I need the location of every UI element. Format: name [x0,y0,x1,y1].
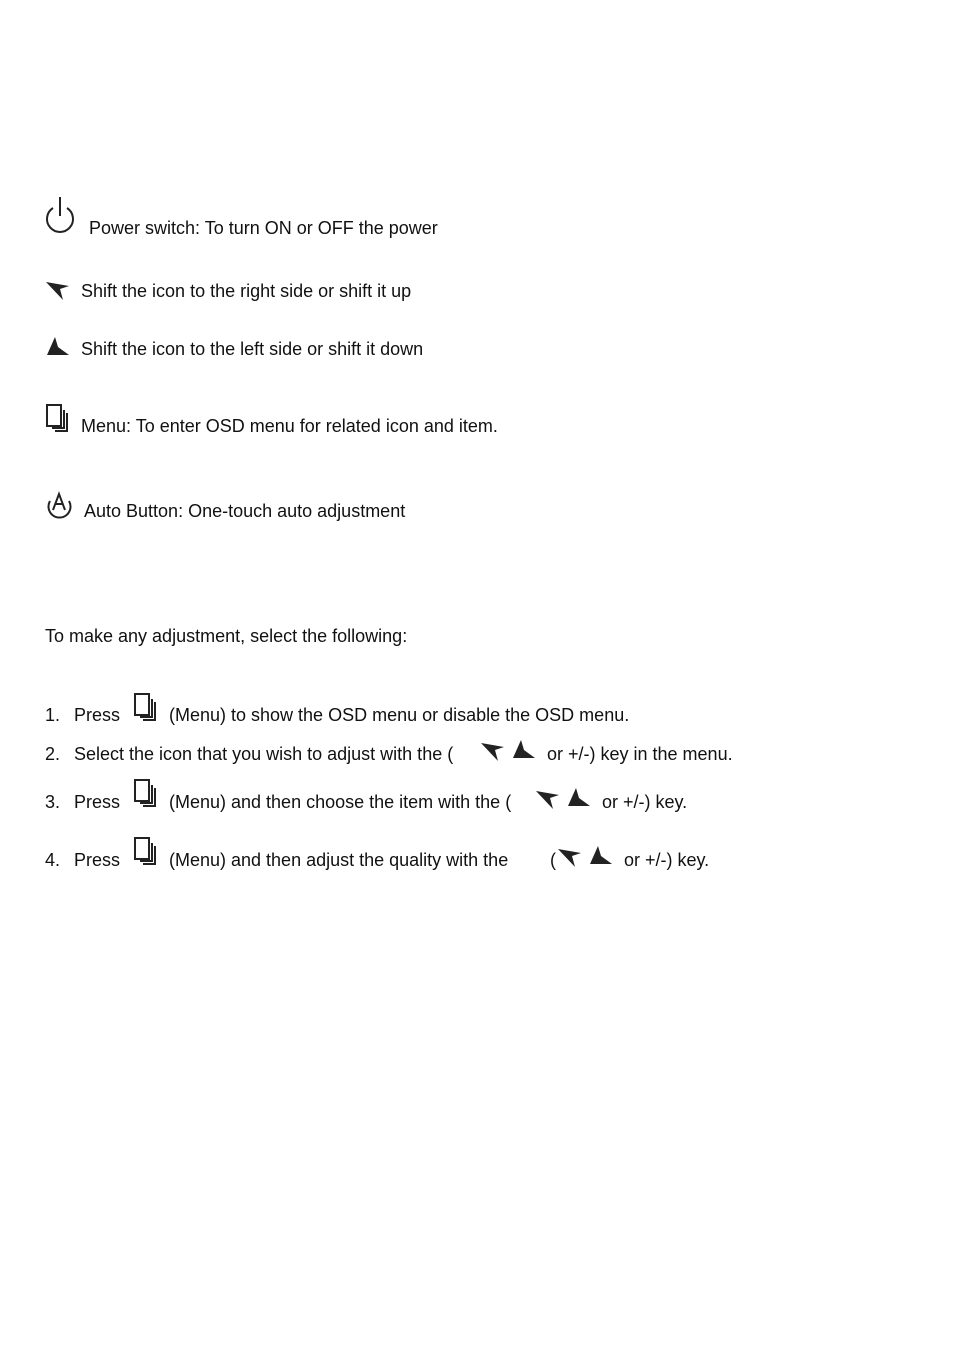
legend-menu-text: Menu: To enter OSD menu for related icon and item. [81,416,498,436]
step-2-number: 2. [45,744,61,764]
menu-icon [45,403,73,435]
arrow-right-up-icon [480,738,508,768]
intro-text: To make any adjustment, select the following: [45,626,408,646]
step-2 [45,738,805,778]
arrow-left-down-icon [511,738,539,768]
step-4-press: Press [74,850,121,870]
legend-shift-left-text: Shift the icon to the left side or shift it down [81,339,424,359]
menu-icon [133,836,161,868]
step-1-press: Press [74,705,121,725]
menu-icon [133,692,161,724]
auto-icon [45,491,77,523]
step-4-before: (Menu) and then adjust the quality with the [169,850,509,870]
power-icon [45,196,77,236]
step-4-paren: ( [550,850,556,870]
menu-icon [133,778,161,810]
step-2-after: or +/-) key in the menu. [547,744,733,764]
step-3-after: or +/-) key. [602,792,688,812]
arrow-right-up-icon [535,786,563,816]
step-3-number: 3. [45,792,61,812]
step-4 [45,834,805,874]
step-4-after: or +/-) key. [624,850,710,870]
arrow-right-up-icon [557,844,585,874]
step-1 [45,690,805,730]
step-1-number: 1. [45,705,61,725]
legend-auto-text: Auto Button: One-touch auto adjustment [84,501,406,521]
step-3-press: Press [74,792,121,812]
arrow-left-down-icon [588,844,616,874]
step-4-number: 4. [45,850,61,870]
legend-power-text: Power switch: To turn ON or OFF the power [89,218,438,238]
arrow-left-down-icon [566,786,594,816]
arrow-right-up-icon [45,277,73,307]
step-3 [45,776,805,816]
step-3-before: (Menu) and then choose the item with the ( [169,792,512,812]
legend-shift-right-text: Shift the icon to the right side or shift it up [81,281,412,301]
step-2-before: Select the icon that you wish to adjust with the ( [74,744,454,764]
step-1-text: (Menu) to show the OSD menu or disable the OSD menu. [169,705,630,725]
arrow-left-down-icon [45,335,73,365]
